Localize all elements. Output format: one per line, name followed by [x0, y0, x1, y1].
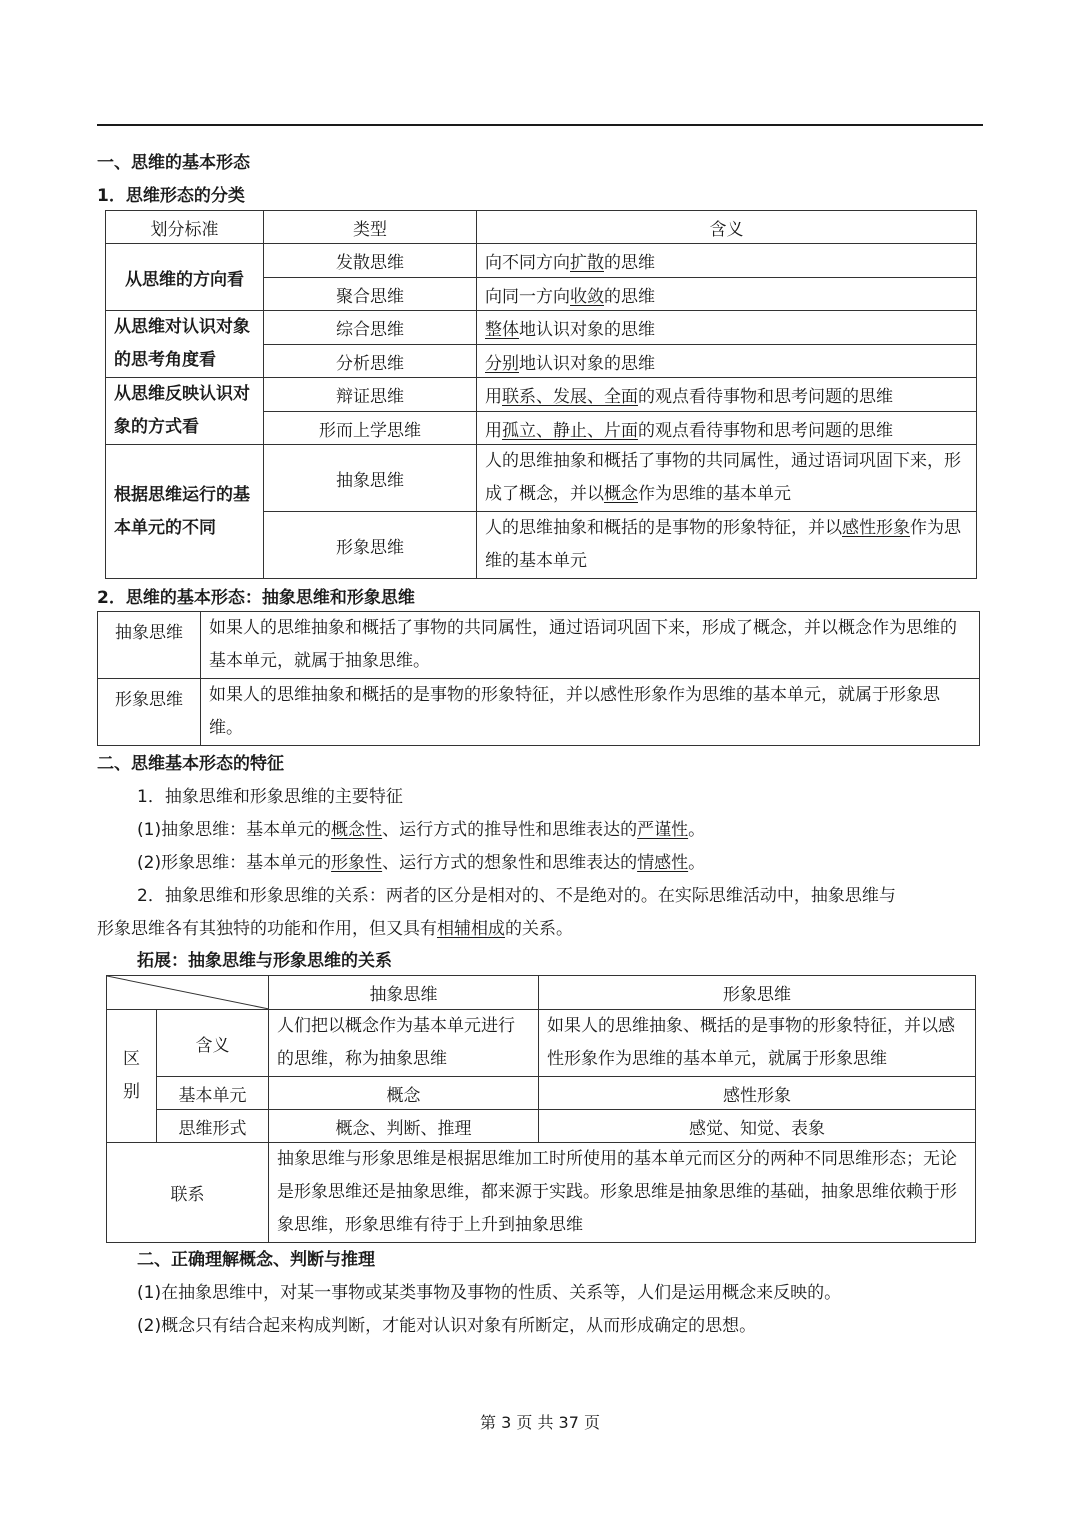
abstract-cell: 概念: [269, 1077, 539, 1110]
meaning-cell: 向同一方向收敛的思维: [477, 278, 977, 311]
meaning-cell: 用孤立、静止、片面的观点看待事物和思考问题的思维: [477, 412, 977, 445]
difference-label-cell: 区别: [107, 1010, 157, 1143]
extension-title: 拓展：抽象思维与形象思维的关系: [137, 951, 392, 971]
table-header: 类型: [264, 211, 477, 244]
criterion-cell: 根据思维运行的基本单元的不同: [106, 445, 264, 579]
diagonal-corner-cell: [107, 976, 269, 1010]
paragraph: 2．抽象思维和形象思维的关系：两者的区分是相对的、不是绝对的。在实际思维活动中，抽象思维与: [137, 886, 896, 906]
meaning-cell: 人的思维抽象和概括的是事物的形象特征，并以感性形象作为思维的基本单元: [477, 512, 977, 579]
column-header: 形象思维: [539, 976, 976, 1010]
criterion-cell: 从思维反映认识对象的方式看: [106, 378, 264, 445]
link-label-cell: 联系: [107, 1143, 269, 1243]
type-cell: 分析思维: [264, 345, 477, 378]
header-rule: [97, 124, 983, 126]
row-label-cell: 基本单元: [157, 1077, 269, 1110]
row-label-cell: 含义: [157, 1010, 269, 1077]
type-cell: 抽象思维: [264, 445, 477, 512]
column-header: 抽象思维: [269, 976, 539, 1010]
image-cell: 如果人的思维抽象、概括的是事物的形象特征，并以感性形象作为思维的基本单元，就属于形象思维: [539, 1010, 976, 1077]
subsection-heading: 2．思维的基本形态：抽象思维和形象思维: [97, 588, 415, 608]
paragraph: (1)抽象思维：基本单元的概念性、运行方式的推导性和思维表达的严谨性。: [137, 820, 706, 840]
type-cell: 辩证思维: [264, 378, 477, 412]
section-heading: 二、思维基本形态的特征: [97, 754, 284, 774]
classification-table: [105, 210, 977, 579]
comparison-table: [106, 975, 976, 1243]
form-name-cell: 形象思维: [98, 679, 201, 746]
section-heading: 一、思维的基本形态: [97, 153, 250, 173]
section-heading: 二、正确理解概念、判断与推理: [137, 1250, 375, 1270]
abstract-cell: 人们把以概念作为基本单元进行的思维，称为抽象思维: [269, 1010, 539, 1077]
table-header: 划分标准: [106, 211, 264, 244]
paragraph: 形象思维各有其独特的功能和作用，但又具有相辅相成的关系。: [97, 919, 573, 939]
meaning-cell: 人的思维抽象和概括了事物的共同属性，通过语词巩固下来，形成了概念，并以概念作为思维的基本单元: [477, 445, 977, 512]
page-footer: 第 3 页 共 37 页: [480, 1413, 600, 1432]
meaning-cell: 向不同方向扩散的思维: [477, 244, 977, 278]
paragraph: (2)形象思维：基本单元的形象性、运行方式的想象性和思维表达的情感性。: [137, 853, 706, 873]
type-cell: 聚合思维: [264, 278, 477, 311]
table-header: 含义: [477, 211, 977, 244]
type-cell: 形而上学思维: [264, 412, 477, 445]
type-cell: 发散思维: [264, 244, 477, 278]
image-cell: 感觉、知觉、表象: [539, 1110, 976, 1143]
criterion-cell: 从思维的方向看: [106, 244, 264, 311]
paragraph: (1)在抽象思维中，对某一事物或某类事物及事物的性质、关系等，人们是运用概念来反映的。: [137, 1283, 842, 1303]
type-cell: 形象思维: [264, 512, 477, 579]
abstract-cell: 概念、判断、推理: [269, 1110, 539, 1143]
meaning-cell: 用联系、发展、全面的观点看待事物和思考问题的思维: [477, 378, 977, 412]
basic-forms-table: [97, 611, 980, 746]
criterion-cell: 从思维对认识对象的思考角度看: [106, 311, 264, 378]
meaning-cell: 分别地认识对象的思维: [477, 345, 977, 378]
subsection-heading: 1．思维形态的分类: [97, 186, 245, 206]
form-text-cell: 如果人的思维抽象和概括的是事物的形象特征，并以感性形象作为思维的基本单元，就属于形象思维。: [201, 679, 980, 746]
form-name-cell: 抽象思维: [98, 612, 201, 679]
form-text-cell: 如果人的思维抽象和概括了事物的共同属性，通过语词巩固下来，形成了概念，并以概念作为思维的基本单元，就属于抽象思维。: [201, 612, 980, 679]
image-cell: 感性形象: [539, 1077, 976, 1110]
type-cell: 综合思维: [264, 311, 477, 345]
paragraph: (2)概念只有结合起来构成判断，才能对认识对象有所断定，从而形成确定的思想。: [137, 1316, 757, 1336]
link-text-cell: 抽象思维与形象思维是根据思维加工时所使用的基本单元而区分的两种不同思维形态；无论是形象思维还是抽象思维，都来源于实践。形象思维是抽象思维的基础，抽象思维依赖于形象思维，形象思维有待于上升到抽象思维: [269, 1143, 976, 1243]
row-label-cell: 思维形式: [157, 1110, 269, 1143]
diagonal-line: [107, 976, 269, 1009]
meaning-cell: 整体地认识对象的思维: [477, 311, 977, 345]
paragraph: 1．抽象思维和形象思维的主要特征: [137, 787, 403, 807]
